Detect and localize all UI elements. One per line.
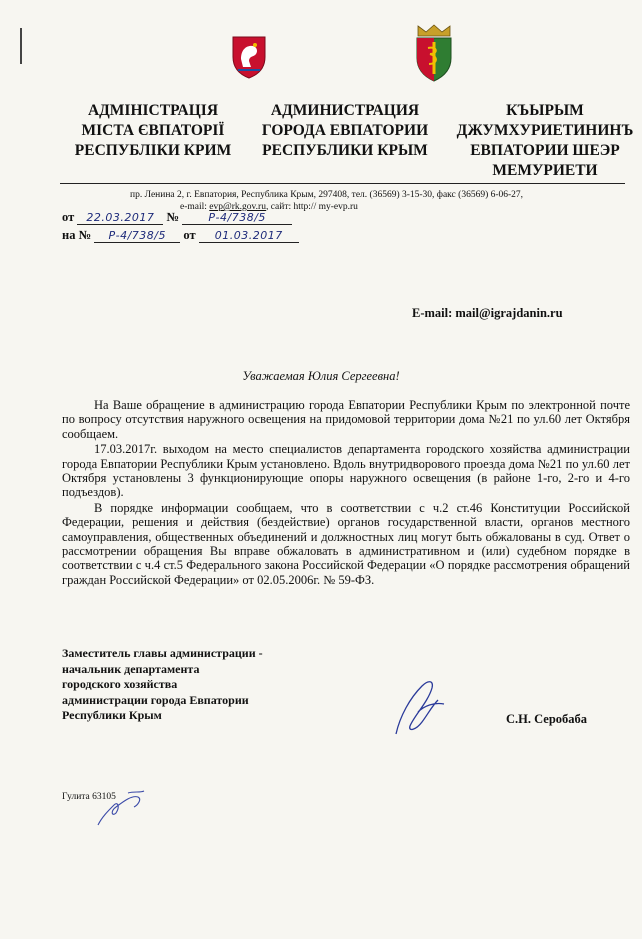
outgoing-date: 22.03.2017 <box>77 211 163 225</box>
header-line: ЕВПАТОРИИ ШЕЭР <box>470 142 620 159</box>
recipient-email: E-mail: mail@igrajdanin.ru <box>412 306 563 320</box>
header-line: МЕМУРИЕТИ <box>492 162 598 179</box>
header-line: РЕСПУБЛИКИ КРЫМ <box>262 142 428 159</box>
title-line: начальник департамента <box>62 661 200 676</box>
body-paragraph: 17.03.2017г. выходом на место специалистов департамента городского хозяйства администрации города Евпатории Республики Крым установлено. Вдоль внутридворового проезда дома №21 по ул.60 лет Октября установлены 3 функционирующие опоры наружного освещения (в районе 1-го, 2-го и 4-го подъездов). <box>62 442 630 500</box>
signature-icon <box>388 676 458 738</box>
body-paragraph: В порядке информации сообщаем, что в соответствии с ч.2 ст.46 Конституции Российской Федерации, решения и действия (бездействие) органов государственной власти, органов местного самоуправления, общественных объединений и должностных лиц могут быть обжалованы в суд. Ответ о рассмотрении обращения Вы вправе обжаловать в административном и (или) судебном порядке в соответствии с ч.4 ст.5 Федерального закона Российской Федерации «О порядке рассмотрения обращений граждан Российской Федерации» от 02.05.2006г. № 59-ФЗ. <box>62 500 630 587</box>
header-line: ГОРОДА ЕВПАТОРИИ <box>261 122 429 139</box>
outgoing-registration <box>62 210 292 225</box>
from-label: от <box>62 210 75 224</box>
header-russian <box>250 101 440 161</box>
header-line: РЕСПУБЛІКИ КРИМ <box>74 142 232 159</box>
title-line: городского хозяйства <box>62 677 178 691</box>
crimea-coat-of-arms-icon <box>229 33 269 79</box>
email-prefix: e-mail: <box>180 202 210 212</box>
title-line: Республики Крым <box>62 708 162 722</box>
site-text: , сайт: http:// my-evp.ru <box>265 202 358 212</box>
incoming-date: 01.03.2017 <box>199 229 299 243</box>
email-link[interactable]: evp@rk.gov.ru <box>209 202 266 212</box>
header-line: МІСТА ЄВПАТОРІЇ <box>81 122 225 139</box>
title-line: Заместитель главы администрации - <box>62 646 263 660</box>
margin-mark <box>20 28 22 64</box>
outgoing-number: Р-4/738/5 <box>182 211 292 225</box>
header-divider <box>60 183 625 184</box>
signatory-title <box>62 646 263 724</box>
address-line: пр. Ленина 2, г. Евпатория, Республика Крым, 297408, тел. (36569) 3-15-30, факс (36569) 6-06-27, <box>130 190 524 200</box>
header-crimean-tatar <box>445 101 642 181</box>
evpatoria-coat-of-arms-icon <box>412 24 456 82</box>
incoming-number: Р-4/738/5 <box>94 229 180 243</box>
reply-label: на № <box>62 228 92 242</box>
reply-from-label: от <box>183 228 196 242</box>
header-line: АДМИНИСТРАЦИЯ <box>270 102 420 119</box>
initials-signature-icon <box>88 787 150 827</box>
header-line: КЪЫРЫМ <box>506 102 584 119</box>
header-ukrainian <box>58 101 248 161</box>
title-line: администрации города Евпатории <box>62 692 249 707</box>
body-paragraph: На Ваше обращение в администрацию города Евпатории Республики Крым по электронной почте по вопросу отсутствия наружного освещения на придомовой территории дома №21 по ул.60 лет Октября сообщаем. <box>62 398 630 441</box>
letter-body <box>62 398 630 588</box>
salutation: Уважаемая Юлия Сергеевна! <box>242 369 400 383</box>
performer-info: Гулита 63105 <box>62 792 116 802</box>
incoming-registration <box>62 228 299 243</box>
header-line: АДМІНІСТРАЦІЯ <box>87 102 219 119</box>
header-line: ДЖУМХУРИЕТИНИНЪ <box>456 122 634 139</box>
number-label: № <box>166 210 180 224</box>
signatory-name: С.Н. Серобаба <box>506 712 588 726</box>
